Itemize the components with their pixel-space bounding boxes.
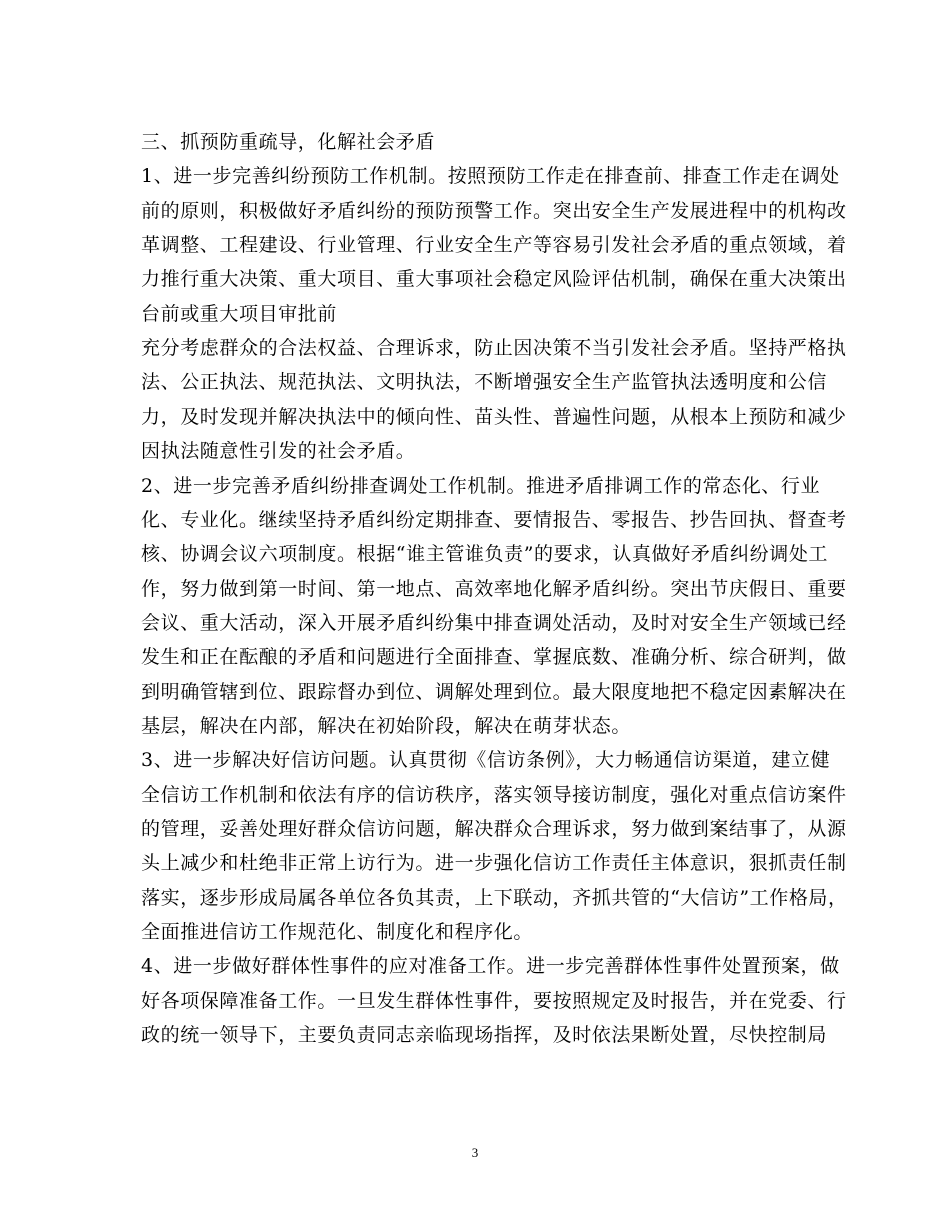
text-line: 因执法随意性引发的社会矛盾。 [141,440,416,463]
text-line: 的管理，妥善处理好群众信访问题，解决群众合理诉求，努力做到案结事了，从源 [141,818,847,840]
text-line: 头上减少和杜绝非正常上访行为。进一步强化信访工作责任主体意识，狠抓责任制 [141,852,847,875]
text-line: 2、进一步完善矛盾纠纷排查调处工作机制。推进矛盾排调工作的常态化、行业 [141,474,821,497]
page-number: 3 [471,1145,479,1160]
text-line: 力，及时发现并解决执法中的倾向性、苗头性、普遍性问题，从根本上预防和减少 [141,405,847,428]
text-line: 前的原则，积极做好矛盾纠纷的预防预警工作。突出安全生产发展进程中的机构改 [141,199,847,222]
text-line: 政的统一领导下，主要负责同志亲临现场指挥，及时依法果断处置，尽快控制局 [141,1024,828,1047]
section-heading: 三、抓预防重疏导，化解社会矛盾 [141,131,436,153]
text-line: 力推行重大决策、重大项目、重大事项社会稳定风险评估机制，确保在重大决策出 [141,268,847,291]
text-line: 会议、重大活动，深入开展矛盾纠纷集中排查调处活动，及时对安全生产领域已经 [141,611,847,634]
text-line: 台前或重大项目审批前 [141,302,338,325]
text-line: 充分考虑群众的合法权益、合理诉求，防止因决策不当引发社会矛盾。坚持严格执 [141,337,847,360]
text-line: 全面推进信访工作规范化、制度化和程序化。 [141,921,534,944]
text-line: 革调整、工程建设、行业管理、行业安全生产等容易引发社会矛盾的重点领域，着 [141,234,847,257]
text-line: 发生和正在酝酿的矛盾和问题进行全面排查、掌握底数、准确分析、综合研判，做 [141,646,847,669]
text-line: 落实，逐步形成局属各单位各负其责，上下联动，齐抓共管的“大信访”工作格局， [141,886,848,909]
text-line: 好各项保障准备工作。一旦发生群体性事件，要按照规定及时报告，并在党委、行 [141,989,847,1012]
text-line: 作，努力做到第一时间、第一地点、高效率地化解矛盾纠纷。突出节庆假日、重要 [141,577,847,600]
text-line: 4、进一步做好群体性事件的应对准备工作。进一步完善群体性事件处置预案，做 [141,955,840,978]
text-line: 化、专业化。继续坚持矛盾纠纷定期排查、要情报告、零报告、抄告回执、督查考 [141,508,847,531]
text-line: 法、公正执法、规范执法、文明执法，不断增强安全生产监管执法透明度和公信 [141,371,828,394]
text-line: 3、进一步解决好信访问题。认真贯彻《信访条例》，大力畅通信访渠道，建立健 [141,749,831,772]
text-line: 核、协调会议六项制度。根据“谁主管谁负责”的要求，认真做好矛盾纠纷调处工 [141,543,829,566]
text-line: 到明确管辖到位、跟踪督办到位、调解处理到位。最大限度地把不稳定因素解决在 [141,680,847,703]
text-line: 基层，解决在内部，解决在初始阶段，解决在萌芽状态。 [141,714,632,737]
text-line: 全信访工作机制和依法有序的信访秩序，落实领导接访制度，强化对重点信访案件 [141,783,847,806]
text-line: 1、进一步完善纠纷预防工作机制。按照预防工作走在排查前、排查工作走在调处 [141,165,840,188]
